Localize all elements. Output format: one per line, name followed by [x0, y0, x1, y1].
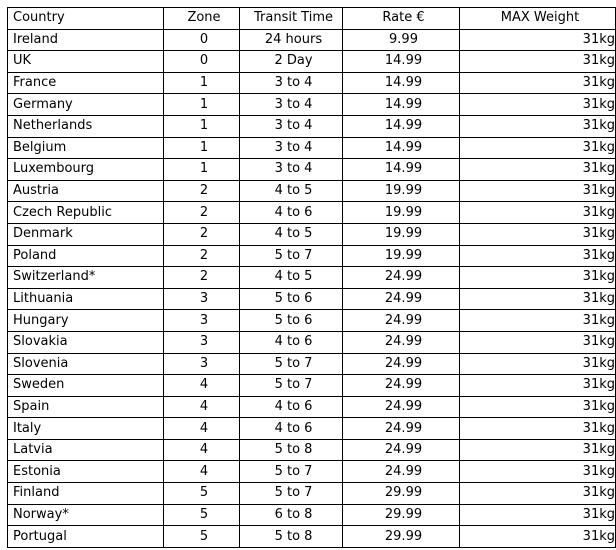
cell-transit-time: 3 to 4	[240, 159, 343, 181]
cell-transit-time: 5 to 8	[240, 526, 343, 548]
cell-zone: 3	[164, 288, 240, 310]
cell-rate: 14.99	[343, 94, 460, 116]
cell-country: Spain	[8, 396, 164, 418]
cell-country: Italy	[8, 418, 164, 440]
cell-zone: 4	[164, 375, 240, 397]
cell-max-weight: 31kg	[460, 526, 616, 548]
cell-transit-time: 5 to 7	[240, 483, 343, 505]
cell-country: Ireland	[8, 29, 164, 51]
cell-transit-time: 3 to 4	[240, 115, 343, 137]
cell-country: Netherlands	[8, 115, 164, 137]
cell-rate: 29.99	[343, 526, 460, 548]
cell-country: Czech Republic	[8, 202, 164, 224]
cell-max-weight: 31kg	[460, 310, 616, 332]
cell-country: Estonia	[8, 461, 164, 483]
cell-country: UK	[8, 51, 164, 73]
cell-rate: 24.99	[343, 396, 460, 418]
cell-country: Austria	[8, 180, 164, 202]
cell-country: Luxembourg	[8, 159, 164, 181]
cell-zone: 4	[164, 396, 240, 418]
cell-max-weight: 31kg	[460, 396, 616, 418]
table-row	[8, 267, 616, 289]
cell-max-weight: 31kg	[460, 483, 616, 505]
cell-transit-time: 4 to 5	[240, 223, 343, 245]
cell-max-weight: 31kg	[460, 202, 616, 224]
cell-zone: 2	[164, 202, 240, 224]
cell-transit-time: 3 to 4	[240, 137, 343, 159]
cell-country: Denmark	[8, 223, 164, 245]
cell-max-weight: 31kg	[460, 504, 616, 526]
cell-transit-time: 5 to 6	[240, 288, 343, 310]
table-row	[8, 375, 616, 397]
table-row	[8, 353, 616, 375]
cell-rate: 14.99	[343, 51, 460, 73]
cell-country: France	[8, 72, 164, 94]
header-zone: Zone	[164, 8, 240, 30]
cell-zone: 0	[164, 51, 240, 73]
header-max-weight: MAX Weight	[460, 8, 616, 30]
cell-max-weight: 31kg	[460, 439, 616, 461]
cell-rate: 24.99	[343, 310, 460, 332]
table-body	[8, 29, 616, 547]
cell-max-weight: 31kg	[460, 418, 616, 440]
cell-zone: 3	[164, 331, 240, 353]
cell-zone: 5	[164, 483, 240, 505]
shipping-rates-table	[7, 7, 616, 548]
header-transit-time: Transit Time	[240, 8, 343, 30]
cell-rate: 24.99	[343, 375, 460, 397]
cell-country: Germany	[8, 94, 164, 116]
cell-country: Slovenia	[8, 353, 164, 375]
cell-rate: 14.99	[343, 72, 460, 94]
header-row	[8, 8, 616, 30]
table-row	[8, 115, 616, 137]
table-row	[8, 439, 616, 461]
cell-transit-time: 3 to 4	[240, 94, 343, 116]
cell-rate: 19.99	[343, 223, 460, 245]
table-row	[8, 396, 616, 418]
cell-zone: 1	[164, 72, 240, 94]
cell-transit-time: 4 to 6	[240, 396, 343, 418]
cell-transit-time: 4 to 5	[240, 267, 343, 289]
cell-max-weight: 31kg	[460, 461, 616, 483]
cell-rate: 24.99	[343, 288, 460, 310]
cell-transit-time: 4 to 6	[240, 202, 343, 224]
cell-transit-time: 4 to 6	[240, 418, 343, 440]
cell-zone: 4	[164, 418, 240, 440]
cell-country: Slovakia	[8, 331, 164, 353]
cell-max-weight: 31kg	[460, 180, 616, 202]
header-rate: Rate €	[343, 8, 460, 30]
table-row	[8, 137, 616, 159]
cell-max-weight: 31kg	[460, 353, 616, 375]
cell-max-weight: 31kg	[460, 223, 616, 245]
table-row	[8, 418, 616, 440]
cell-rate: 14.99	[343, 115, 460, 137]
cell-zone: 2	[164, 180, 240, 202]
table-row	[8, 72, 616, 94]
cell-country: Portugal	[8, 526, 164, 548]
cell-transit-time: 3 to 4	[240, 72, 343, 94]
cell-zone: 2	[164, 223, 240, 245]
cell-transit-time: 4 to 5	[240, 180, 343, 202]
cell-rate: 19.99	[343, 180, 460, 202]
cell-zone: 1	[164, 137, 240, 159]
cell-transit-time: 5 to 8	[240, 439, 343, 461]
cell-transit-time: 2 Day	[240, 51, 343, 73]
cell-zone: 1	[164, 94, 240, 116]
cell-country: Norway*	[8, 504, 164, 526]
cell-transit-time: 5 to 7	[240, 375, 343, 397]
table-header	[8, 8, 616, 30]
cell-rate: 29.99	[343, 483, 460, 505]
cell-zone: 3	[164, 310, 240, 332]
cell-country: Hungary	[8, 310, 164, 332]
table-row	[8, 483, 616, 505]
cell-rate: 24.99	[343, 439, 460, 461]
cell-rate: 24.99	[343, 331, 460, 353]
table-row	[8, 159, 616, 181]
cell-zone: 4	[164, 439, 240, 461]
cell-zone: 4	[164, 461, 240, 483]
cell-transit-time: 5 to 7	[240, 245, 343, 267]
cell-zone: 5	[164, 526, 240, 548]
table-row	[8, 51, 616, 73]
header-country: Country	[8, 8, 164, 30]
cell-rate: 24.99	[343, 461, 460, 483]
cell-max-weight: 31kg	[460, 288, 616, 310]
cell-transit-time: 4 to 6	[240, 331, 343, 353]
table-row	[8, 461, 616, 483]
table-row	[8, 94, 616, 116]
cell-rate: 9.99	[343, 29, 460, 51]
cell-transit-time: 5 to 6	[240, 310, 343, 332]
cell-max-weight: 31kg	[460, 245, 616, 267]
table-row	[8, 526, 616, 548]
cell-zone: 5	[164, 504, 240, 526]
cell-rate: 14.99	[343, 137, 460, 159]
cell-country: Belgium	[8, 137, 164, 159]
cell-transit-time: 5 to 7	[240, 461, 343, 483]
cell-max-weight: 31kg	[460, 375, 616, 397]
table-row	[8, 245, 616, 267]
cell-max-weight: 31kg	[460, 331, 616, 353]
table-row	[8, 310, 616, 332]
table-row	[8, 223, 616, 245]
cell-max-weight: 31kg	[460, 267, 616, 289]
cell-zone: 0	[164, 29, 240, 51]
cell-rate: 29.99	[343, 504, 460, 526]
cell-max-weight: 31kg	[460, 51, 616, 73]
cell-country: Sweden	[8, 375, 164, 397]
table-row	[8, 29, 616, 51]
cell-rate: 24.99	[343, 267, 460, 289]
cell-zone: 1	[164, 115, 240, 137]
cell-rate: 24.99	[343, 353, 460, 375]
table-row	[8, 202, 616, 224]
cell-country: Latvia	[8, 439, 164, 461]
cell-rate: 14.99	[343, 159, 460, 181]
cell-zone: 3	[164, 353, 240, 375]
cell-rate: 24.99	[343, 418, 460, 440]
cell-zone: 2	[164, 245, 240, 267]
table-row	[8, 288, 616, 310]
cell-country: Switzerland*	[8, 267, 164, 289]
cell-country: Finland	[8, 483, 164, 505]
cell-max-weight: 31kg	[460, 115, 616, 137]
cell-country: Lithuania	[8, 288, 164, 310]
cell-zone: 1	[164, 159, 240, 181]
cell-max-weight: 31kg	[460, 29, 616, 51]
cell-max-weight: 31kg	[460, 94, 616, 116]
cell-rate: 19.99	[343, 202, 460, 224]
table-row	[8, 180, 616, 202]
cell-rate: 19.99	[343, 245, 460, 267]
table-row	[8, 504, 616, 526]
cell-transit-time: 6 to 8	[240, 504, 343, 526]
cell-country: Poland	[8, 245, 164, 267]
cell-max-weight: 31kg	[460, 137, 616, 159]
cell-max-weight: 31kg	[460, 72, 616, 94]
cell-transit-time: 5 to 7	[240, 353, 343, 375]
cell-zone: 2	[164, 267, 240, 289]
cell-transit-time: 24 hours	[240, 29, 343, 51]
table-row	[8, 331, 616, 353]
cell-max-weight: 31kg	[460, 159, 616, 181]
